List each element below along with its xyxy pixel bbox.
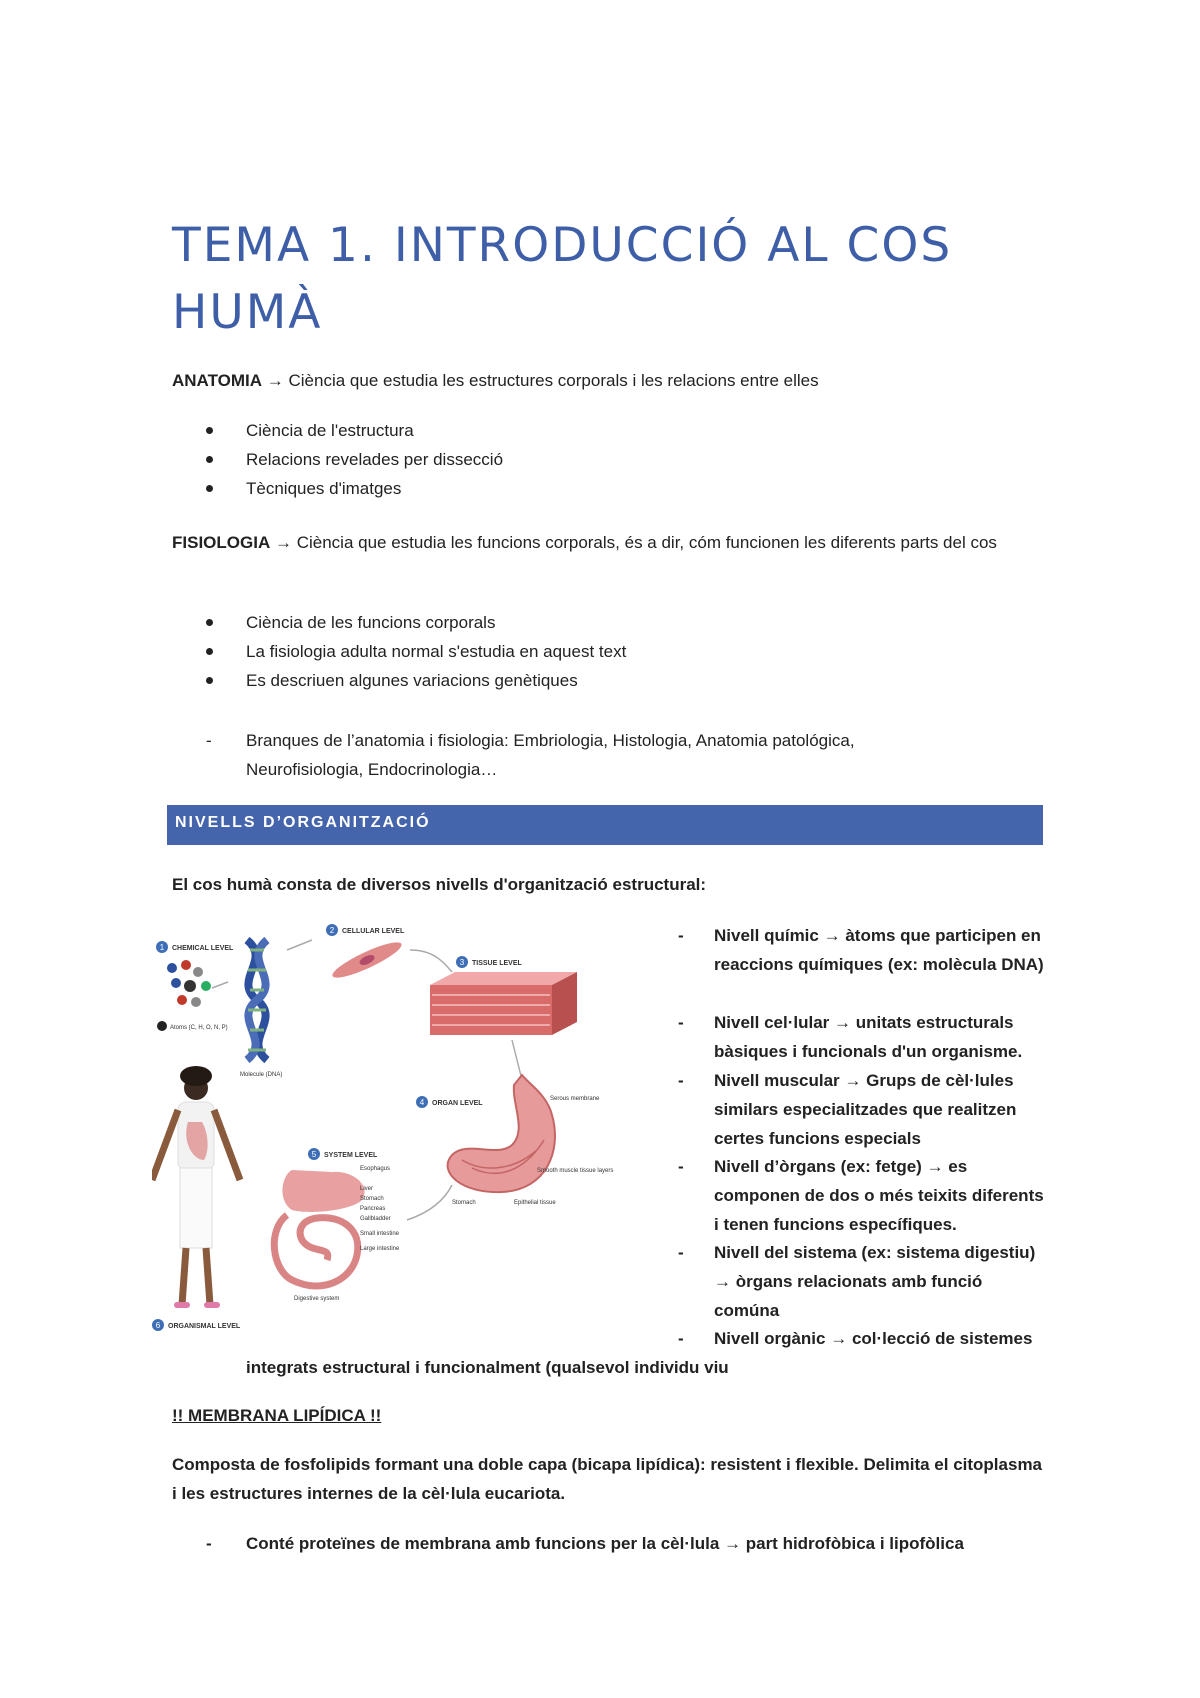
- anatomia-text: Ciència que estudia les estructures corporals i les relacions entre elles: [288, 371, 819, 390]
- epithelial-label: Epithelial tissue: [514, 1200, 556, 1206]
- branques-text: Branques de l’anatomia i fisiologia: Embriologia, Histologia, Anatomia patológica, Neurofisiologia, Endocrinologia…: [246, 731, 855, 779]
- shoe: [174, 1302, 190, 1308]
- bullet-icon: [206, 677, 213, 684]
- list-item: [678, 1152, 1048, 1239]
- anatomia-bullet-list: [172, 416, 1032, 503]
- atom: [167, 963, 177, 973]
- arrow-icon: →: [823, 926, 841, 945]
- liver-label: Liver: [360, 1186, 374, 1192]
- levels-continuation: integrats estructural i funcionalment (qualsevol individu viu: [246, 1358, 729, 1377]
- dash-icon: -: [678, 1157, 684, 1176]
- atom: [191, 997, 201, 1007]
- tissue-label: TISSUE LEVEL: [472, 960, 522, 967]
- arrow-icon: →: [926, 1157, 944, 1176]
- system-level-panel: [274, 1148, 400, 1302]
- liver-stomach-shape: [283, 1170, 365, 1212]
- serous-label: Serous membrane: [550, 1096, 600, 1102]
- list-item-text: Ciència de les funcions corporals: [246, 613, 496, 632]
- legs: [182, 1248, 210, 1305]
- badge-1-number: 1: [159, 943, 165, 952]
- membrana-bullet-text: Conté proteïnes de membrana amb funcions per la cèl·lula → part hidrofòbica i lipofòlica: [246, 1534, 964, 1553]
- digestive-label: Digestive system: [294, 1296, 340, 1302]
- list-item: [172, 637, 1032, 666]
- list-item-text: Ciència de l'estructura: [246, 421, 414, 440]
- membrana-text: Composta de fosfolipids formant una doble capa (bicapa lipídica): resistent i flexible. Delimita el citoplasma i les estructures internes de la cèl·lula eucariota.: [172, 1455, 1043, 1503]
- hair: [180, 1066, 212, 1086]
- dash-icon: -: [206, 731, 212, 750]
- badge-4-number: 4: [419, 1098, 425, 1107]
- organismal-label: ORGANISMAL LEVEL: [168, 1323, 241, 1330]
- list-item: [172, 474, 1032, 503]
- atom: [171, 978, 181, 988]
- dash-icon: -: [678, 1013, 684, 1032]
- list-item: [678, 1066, 1048, 1153]
- atom: [177, 995, 187, 1005]
- intestine-shape: [274, 1215, 358, 1286]
- atom: [184, 980, 196, 992]
- anatomia-term: ANATOMIA: [172, 371, 263, 390]
- badge-5-number: 5: [311, 1150, 317, 1159]
- stomach-shape: [448, 1075, 555, 1192]
- dash-icon: -: [206, 1534, 212, 1553]
- arrow-icon: →: [714, 1272, 731, 1291]
- list-item: [678, 1008, 1048, 1066]
- large-intestine-label: Large intestine: [360, 1246, 400, 1252]
- fisiologia-term: FISIOLOGIA: [172, 533, 271, 552]
- atom: [193, 967, 203, 977]
- organismal-level-panel: [152, 1066, 241, 1331]
- arrow-icon: →: [266, 371, 284, 390]
- list-item-text: Relacions revelades per dissecció: [246, 450, 504, 469]
- cellular-level-panel: [326, 924, 452, 983]
- organization-levels-figure: [152, 910, 652, 1340]
- bullet-icon: [206, 619, 213, 626]
- atom: [201, 981, 211, 991]
- atoms-label: Atoms (C, H, O, N, P): [170, 1025, 228, 1031]
- section-heading: NIVELLS D’ORGANITZACIÓ: [175, 814, 431, 831]
- membrana-bullet: [206, 1529, 1006, 1558]
- arrow-icon: →: [834, 1013, 852, 1032]
- list-item: [172, 666, 1032, 695]
- flow-arrow: [512, 1040, 522, 1080]
- list-item: [172, 445, 1032, 474]
- list-item-text: La fisiologia adulta normal s'estudia en aquest text: [246, 642, 627, 661]
- badge-6-number: 6: [155, 1321, 161, 1330]
- flow-arrow: [287, 940, 312, 950]
- tissue-front: [430, 985, 552, 1035]
- tissue-level-panel: [430, 956, 577, 1080]
- list-item-text: Es descriuen algunes variacions genètiques: [246, 671, 578, 690]
- list-item-text: Nivell d’òrgans (ex: fetge) → es componen de dos o més teixits diferents i tenen funcions específiques.: [714, 1157, 1044, 1234]
- list-item-text: Nivell químic → àtoms que participen en reaccions químiques (ex: molècula DNA): [714, 926, 1044, 974]
- bullet-icon: [206, 648, 213, 655]
- intro-text: El cos humà consta de diversos nivells d'organització estructural:: [172, 875, 707, 894]
- stomach2-label: Stomach: [360, 1196, 384, 1202]
- organ-level-panel: [407, 1075, 613, 1220]
- chemical-label: CHEMICAL LEVEL: [172, 945, 234, 952]
- arrow-icon: →: [274, 533, 292, 552]
- list-item: [172, 608, 1032, 637]
- badge-3-number: 3: [459, 958, 465, 967]
- fisiologia-bullet-list: [172, 608, 1032, 695]
- list-item: [678, 1238, 1048, 1325]
- section-banner: [167, 805, 1043, 845]
- system-label: SYSTEM LEVEL: [324, 1152, 378, 1159]
- dash-icon: -: [678, 1243, 684, 1262]
- flow-arrow: [212, 982, 228, 988]
- fisiologia-text: Ciència que estudia les funcions corporals, és a dir, cóm funcionen les diferents parts del cos: [296, 533, 997, 552]
- shoe: [204, 1302, 220, 1308]
- bullet-icon: [206, 456, 213, 463]
- pants: [180, 1168, 212, 1248]
- bullet-icon: [206, 427, 213, 434]
- membrana-heading: !! MEMBRANA LIPÍDICA !!: [172, 1406, 382, 1425]
- badge-2-number: 2: [329, 926, 335, 935]
- atom: [157, 1021, 167, 1031]
- dna-strand: [247, 940, 267, 1060]
- bullet-icon: [206, 485, 213, 492]
- small-intestine-label: Small intestine: [360, 1231, 400, 1237]
- list-item-text: Nivell cel·lular → unitats estructurals bàsiques i funcionals d'un organisme.: [714, 1013, 1023, 1061]
- pancreas-label: Pancreas: [360, 1206, 386, 1212]
- arrow-icon: →: [844, 1071, 862, 1090]
- gallbladder-label: Gallbladder: [360, 1216, 391, 1222]
- arrow-icon: →: [830, 1329, 848, 1348]
- branques-item: [206, 726, 966, 784]
- esophagus-label: Esophagus: [360, 1166, 391, 1172]
- dash-icon: -: [678, 926, 684, 945]
- chemical-level-panel: [156, 940, 312, 1078]
- page-title: TEMA 1. INTRODUCCIÓ AL COS HUMÀ: [172, 218, 953, 340]
- fisiologia-definition: [172, 528, 1042, 557]
- organ-label: ORGAN LEVEL: [432, 1100, 483, 1107]
- list-item: [172, 416, 1032, 445]
- dash-icon: -: [678, 1329, 684, 1348]
- tissue-top: [430, 972, 577, 985]
- molecule-label: Molecule (DNA): [240, 1072, 283, 1078]
- list-item-text: Nivell muscular → Grups de cèl·lules similars especialitzades que realitzen certes funcions especials: [714, 1071, 1017, 1148]
- list-item-text: Nivell orgànic → col·lecció de sistemes: [714, 1329, 1033, 1348]
- anatomia-definition: [172, 366, 1042, 395]
- flow-arrow: [407, 1185, 452, 1220]
- atom: [181, 960, 191, 970]
- cellular-label: CELLULAR LEVEL: [342, 928, 405, 935]
- list-item-text: Nivell del sistema (ex: sistema digestiu) → òrgans relacionats amb funció comúna: [714, 1243, 1036, 1320]
- list-item-text: Tècniques d'imatges: [246, 479, 402, 498]
- list-item: [678, 1324, 1048, 1353]
- flow-arrow: [410, 950, 452, 972]
- list-item: [678, 921, 1048, 979]
- dash-icon: -: [678, 1071, 684, 1090]
- smooth-label: Smooth muscle tissue layers: [537, 1168, 614, 1174]
- stomach-label: Stomach: [452, 1200, 476, 1206]
